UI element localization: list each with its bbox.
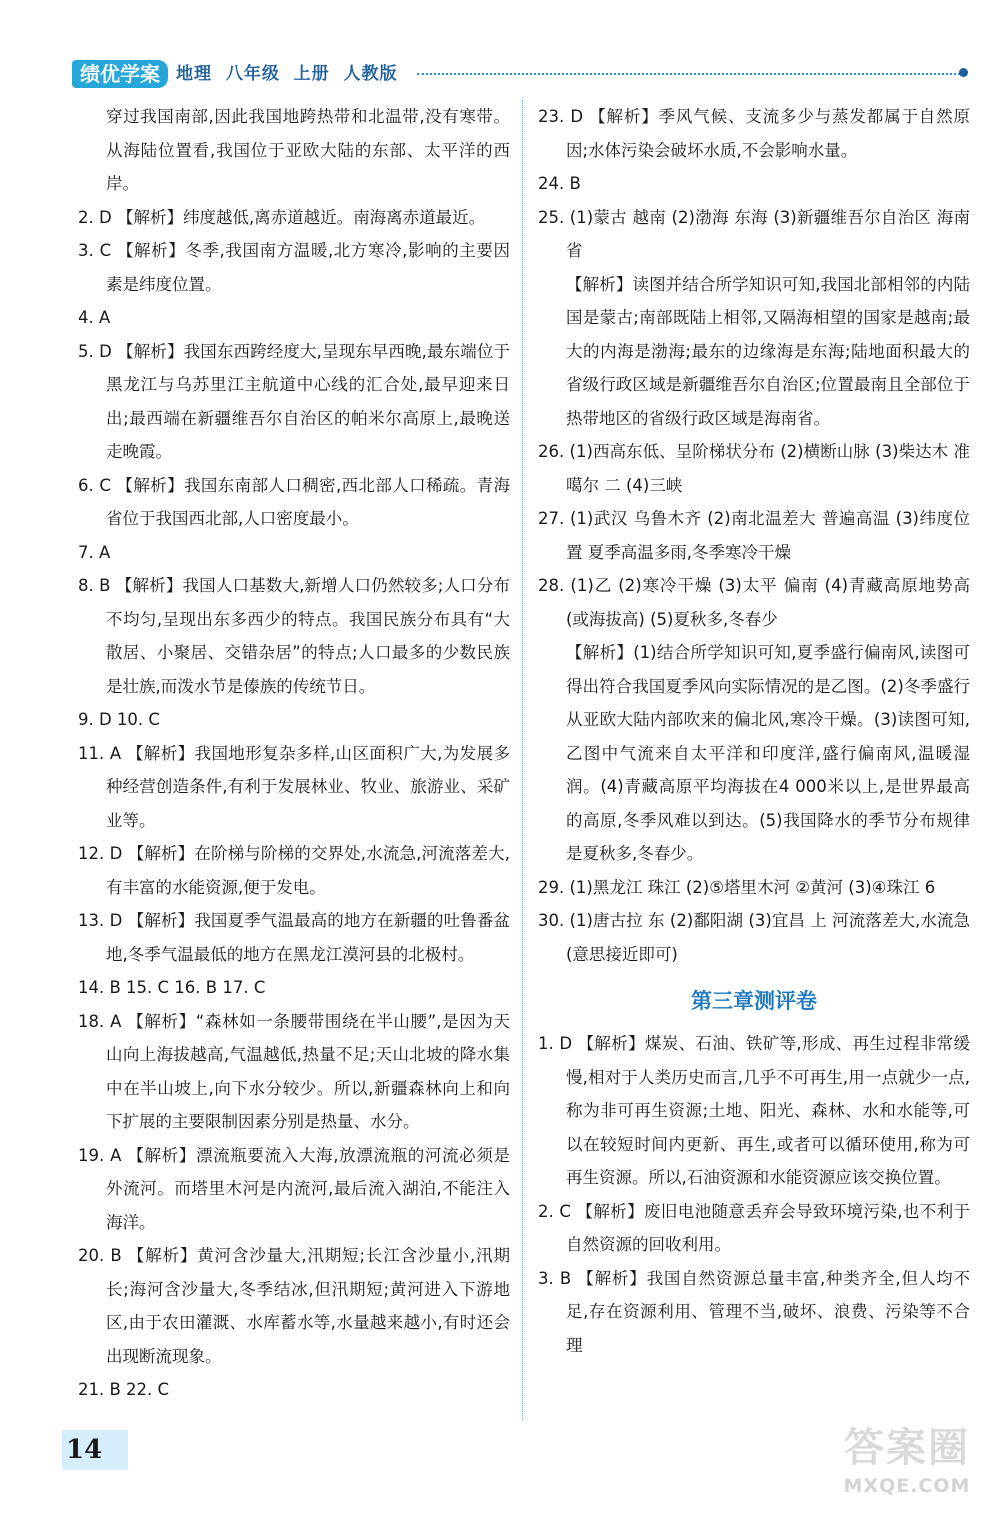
right-column bbox=[538, 100, 970, 1362]
answer-entry: 11. A 【解析】我国地形复杂多样,山区面积广大,为发展多种经营创造条件,有利于发展林业、牧业、旅游业、采矿业等。 bbox=[78, 743, 510, 830]
watermark-logo-text: 答案圈 bbox=[844, 1425, 970, 1471]
answer-entry: 12. D 【解析】在阶梯与阶梯的交界处,水流急,河流落差大,有丰富的水能资源,便于发电。 bbox=[78, 844, 510, 897]
answer-entry: 18. A 【解析】“森林如一条腰带围绕在半山腰”,是因为天山向上海拔越高,气温越低,热量不足;天山北坡的降水集中在半山坡上,向下水分较少。所以,新疆森林向上和向下扩展的主要限制因素分别是热量、水分。 bbox=[78, 1011, 510, 1131]
column-divider bbox=[522, 100, 523, 1420]
answer-entry: 29. (1)黑龙江 珠江 (2)⑤塔里木河 ②黄河 (3)④珠江 6 bbox=[538, 877, 936, 897]
section-title: 第三章测评卷 bbox=[691, 989, 817, 1013]
answer-entry: 1. D 【解析】煤炭、石油、铁矿等,形成、再生过程非常缓慢,相对于人类历史而言,几乎不可再生,用一点就少一点,称为非可再生资源;土地、阳光、森林、水和水能等,可以在较短时间内更新、再生,或者可以循环使用,称为可再生资源。所以,石油资源和水能资源应该交换位置。 bbox=[538, 1034, 970, 1187]
header-dot bbox=[959, 68, 968, 77]
analysis-paragraph: 【解析】(1)结合所学知识可知,夏季盛行偏南风,读图可得出符合我国夏季风向实际情况的是乙图。(2)冬季盛行从亚欧大陆内部吹来的偏北风,寒冷干燥。(3)读图可知,乙图中气流来自太平洋和印度洋,盛行偏南风,温暖湿润。(4)青藏高原平均海拔在4 000米以上,是世界最高的高原,冬季风难以到达。(5)我国降水的季节分布规律是夏秋多,冬春少。 bbox=[566, 643, 970, 863]
left-column bbox=[78, 100, 510, 1407]
answer-entry: 26. (1)西高东低、呈阶梯状分布 (2)横断山脉 (3)柴达木 准噶尔 二 (4)三峡 bbox=[538, 442, 970, 495]
answer-entry: 8. B 【解析】我国人口基数大,新增人口仍然较多;人口分布不均匀,呈现出东多西少的特点。我国民族分布具有“大散居、小聚居、交错杂居”的特点;人口最多的少数民族是壮族,而泼水节是傣族的传统节日。 bbox=[78, 576, 510, 696]
brand-logo: 绩优学案 bbox=[72, 60, 168, 88]
page-number: 14 bbox=[62, 1430, 128, 1470]
answer-entry: 3. B 【解析】我国自然资源总量丰富,种类齐全,但人均不足,存在资源利用、管理不当,破坏、浪费、污染等不合理 bbox=[538, 1268, 970, 1355]
watermark-logo bbox=[832, 1422, 982, 1514]
answer-entry: 穿过我国南部,因此我国地跨热带和北温带,没有寒带。从海陆位置看,我国位于亚欧大陆的东部、太平洋的西岸。 bbox=[106, 107, 510, 193]
answer-entry: 28. (1)乙 (2)寒冷干燥 (3)太平 偏南 (4)青藏高原地势高(或海拔高) (5)夏秋多,冬春少 bbox=[538, 576, 970, 629]
page-header bbox=[72, 58, 972, 92]
answer-entry: 27. (1)武汉 乌鲁木齐 (2)南北温差大 普遍高温 (3)纬度位置 夏季高温多雨,冬季寒冷干燥 bbox=[538, 509, 970, 562]
answer-entry: 20. B 【解析】黄河含沙量大,汛期短;长江含沙量小,汛期长;海河含沙量大,冬季结冰,但汛期短;黄河进入下游地区,由于农田灌溉、水库蓄水等,水量越来越小,有时还会出现断流现象。 bbox=[78, 1246, 510, 1366]
answer-entry: 9. D 10. C bbox=[78, 710, 160, 729]
answer-entry: 2. D 【解析】纬度越低,离赤道越近。南海离赤道最近。 bbox=[78, 207, 486, 227]
answer-entry: 24. B bbox=[538, 174, 581, 193]
answer-entry: 7. A bbox=[78, 542, 111, 562]
book-info: 地理 八年级 上册 人教版 bbox=[176, 64, 398, 84]
answer-entry: 25. (1)蒙古 越南 (2)渤海 东海 (3)新疆维吾尔自治区 海南省 bbox=[538, 207, 970, 260]
answer-entry: 4. A bbox=[78, 308, 111, 327]
answer-entry: 23. D 【解析】季风气候、支流多少与蒸发都属于自然原因;水体污染会破坏水质,不会影响水量。 bbox=[538, 107, 970, 160]
answer-entry: 2. C 【解析】废旧电池随意丢弃会导致环境污染,也不利于自然资源的回收利用。 bbox=[538, 1201, 970, 1254]
answer-entry: 19. A 【解析】漂流瓶要流入大海,放漂流瓶的河流必须是外流河。而塔里木河是内流河,最后流入湖泊,不能注入海洋。 bbox=[78, 1145, 510, 1232]
answer-entry: 5. D 【解析】我国东西跨经度大,呈现东早西晚,最东端位于黑龙江与乌苏里江主航道中心线的汇合处,最早迎来日出;最西端在新疆维吾尔自治区的帕米尔高原上,最晚送走晚霞。 bbox=[78, 341, 510, 461]
answer-entry: 13. D 【解析】我国夏季气温最高的地方在新疆的吐鲁番盆地,冬季气温最低的地方在黑龙江漠河县的北极村。 bbox=[78, 911, 510, 964]
answer-entry: 30. (1)唐古拉 东 (2)鄱阳湖 (3)宜昌 上 河流落差大,水流急(意思接近即可) bbox=[538, 911, 970, 964]
analysis-paragraph: 【解析】读图并结合所学知识可知,我国北部相邻的内陆国是蒙古;南部既陆上相邻,又隔海相望的国家是越南;最大的内海是渤海;最东的边缘海是东海;陆地面积最大的省级行政区域是新疆维吾尔自治区;位置最南且全部位于热带地区的省级行政区域是海南省。 bbox=[566, 274, 970, 428]
header-dotted-rule bbox=[417, 73, 960, 75]
answer-entry: 3. C 【解析】冬季,我国南方温暖,北方寒冷,影响的主要因素是纬度位置。 bbox=[78, 241, 510, 294]
answer-entry: 6. C 【解析】我国东南部人口稠密,西北部人口稀疏。青海省位于我国西北部,人口密度最小。 bbox=[78, 475, 510, 528]
answer-entry: 14. B 15. C 16. B 17. C bbox=[78, 978, 266, 997]
answer-entry: 21. B 22. C bbox=[78, 1380, 170, 1399]
watermark-url: MXQE.COM bbox=[843, 1475, 971, 1497]
